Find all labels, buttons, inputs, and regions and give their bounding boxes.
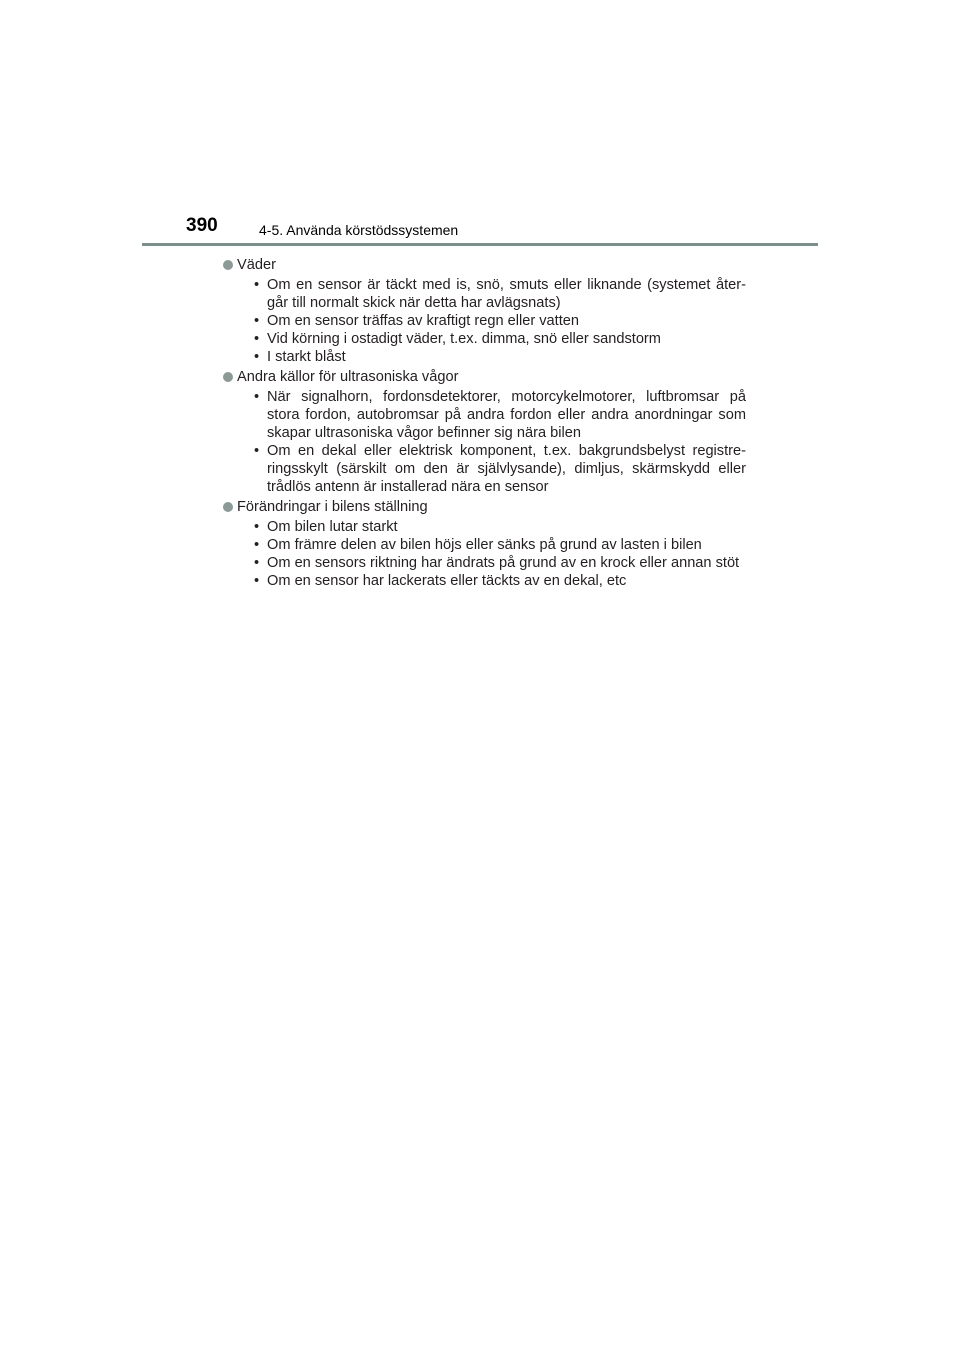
bullet-dot-icon: • (254, 443, 260, 459)
bullet-dot-icon: • (254, 519, 260, 535)
bullet-dot-icon: • (254, 573, 260, 589)
list-item (237, 442, 746, 496)
section-title: 4-5. Använda körstödssystemen (259, 222, 459, 238)
circle-bullet-icon (223, 260, 233, 270)
list-item-text: I starkt blåst (267, 349, 346, 365)
list-item-text: Om en sensors riktning har ändrats på grund av en krock eller annan stöt (267, 555, 740, 571)
topic-title: Väder (237, 257, 276, 273)
list-item (237, 312, 746, 330)
list-item-text: Om en sensor är täckt med is, snö, smuts eller liknande (systemet åter-går till normalt skick när detta har avlägsnats) (267, 277, 746, 311)
list-item-text: Om en sensor har lackerats eller täckts av en dekal, etc (267, 573, 627, 589)
list-item (237, 276, 746, 312)
circle-bullet-icon (223, 372, 233, 382)
bullet-list (237, 518, 746, 590)
list-item-text: Om främre delen av bilen höjs eller sänks på grund av lasten i bilen (267, 537, 702, 553)
circle-bullet-icon (223, 502, 233, 512)
bullet-dot-icon: • (254, 389, 260, 405)
topic-title: Andra källor för ultrasoniska vågor (237, 369, 459, 385)
topic-title: Förändringar i bilens ställning (237, 499, 428, 515)
list-item (237, 554, 746, 572)
bullet-list (237, 388, 746, 496)
list-item (237, 536, 746, 554)
list-item (237, 330, 746, 348)
list-item (237, 348, 746, 366)
bullet-dot-icon: • (254, 349, 260, 365)
bullet-dot-icon: • (254, 537, 260, 553)
page-number: 390 (186, 215, 218, 236)
list-item-text: Om en sensor träffas av kraftigt regn eller vatten (267, 313, 580, 329)
content-body (222, 254, 746, 590)
list-item-text: Om bilen lutar starkt (267, 519, 398, 535)
section-list (222, 256, 746, 590)
bullet-dot-icon: • (254, 555, 260, 571)
list-item-text: När signalhorn, fordonsdetektorer, motorcykelmotorer, luftbromsar på stora fordon, autobromsar på andra fordon eller andra anordningar som skapar ultrasoniska vågor befinner sig nära bilen (267, 389, 746, 441)
list-item-text: Om en dekal eller elektrisk komponent, t.ex. bakgrundsbelyst registre-ringsskylt (särskilt om den är självlysande), dimljus, skärmskydd eller trådlös antenn är installerad nära en sensor (267, 443, 746, 495)
bullet-dot-icon: • (254, 277, 260, 293)
topic-section (222, 368, 746, 496)
topic-section (222, 256, 746, 366)
topic-section (222, 498, 746, 590)
bullet-dot-icon: • (254, 313, 260, 329)
header-divider (142, 243, 818, 246)
list-item (237, 388, 746, 442)
list-item (237, 572, 746, 590)
page-header (0, 0, 960, 250)
list-item (237, 518, 746, 536)
bullet-dot-icon: • (254, 331, 260, 347)
list-item-text: Vid körning i ostadigt väder, t.ex. dimma, snö eller sandstorm (267, 331, 661, 347)
bullet-list (237, 276, 746, 366)
